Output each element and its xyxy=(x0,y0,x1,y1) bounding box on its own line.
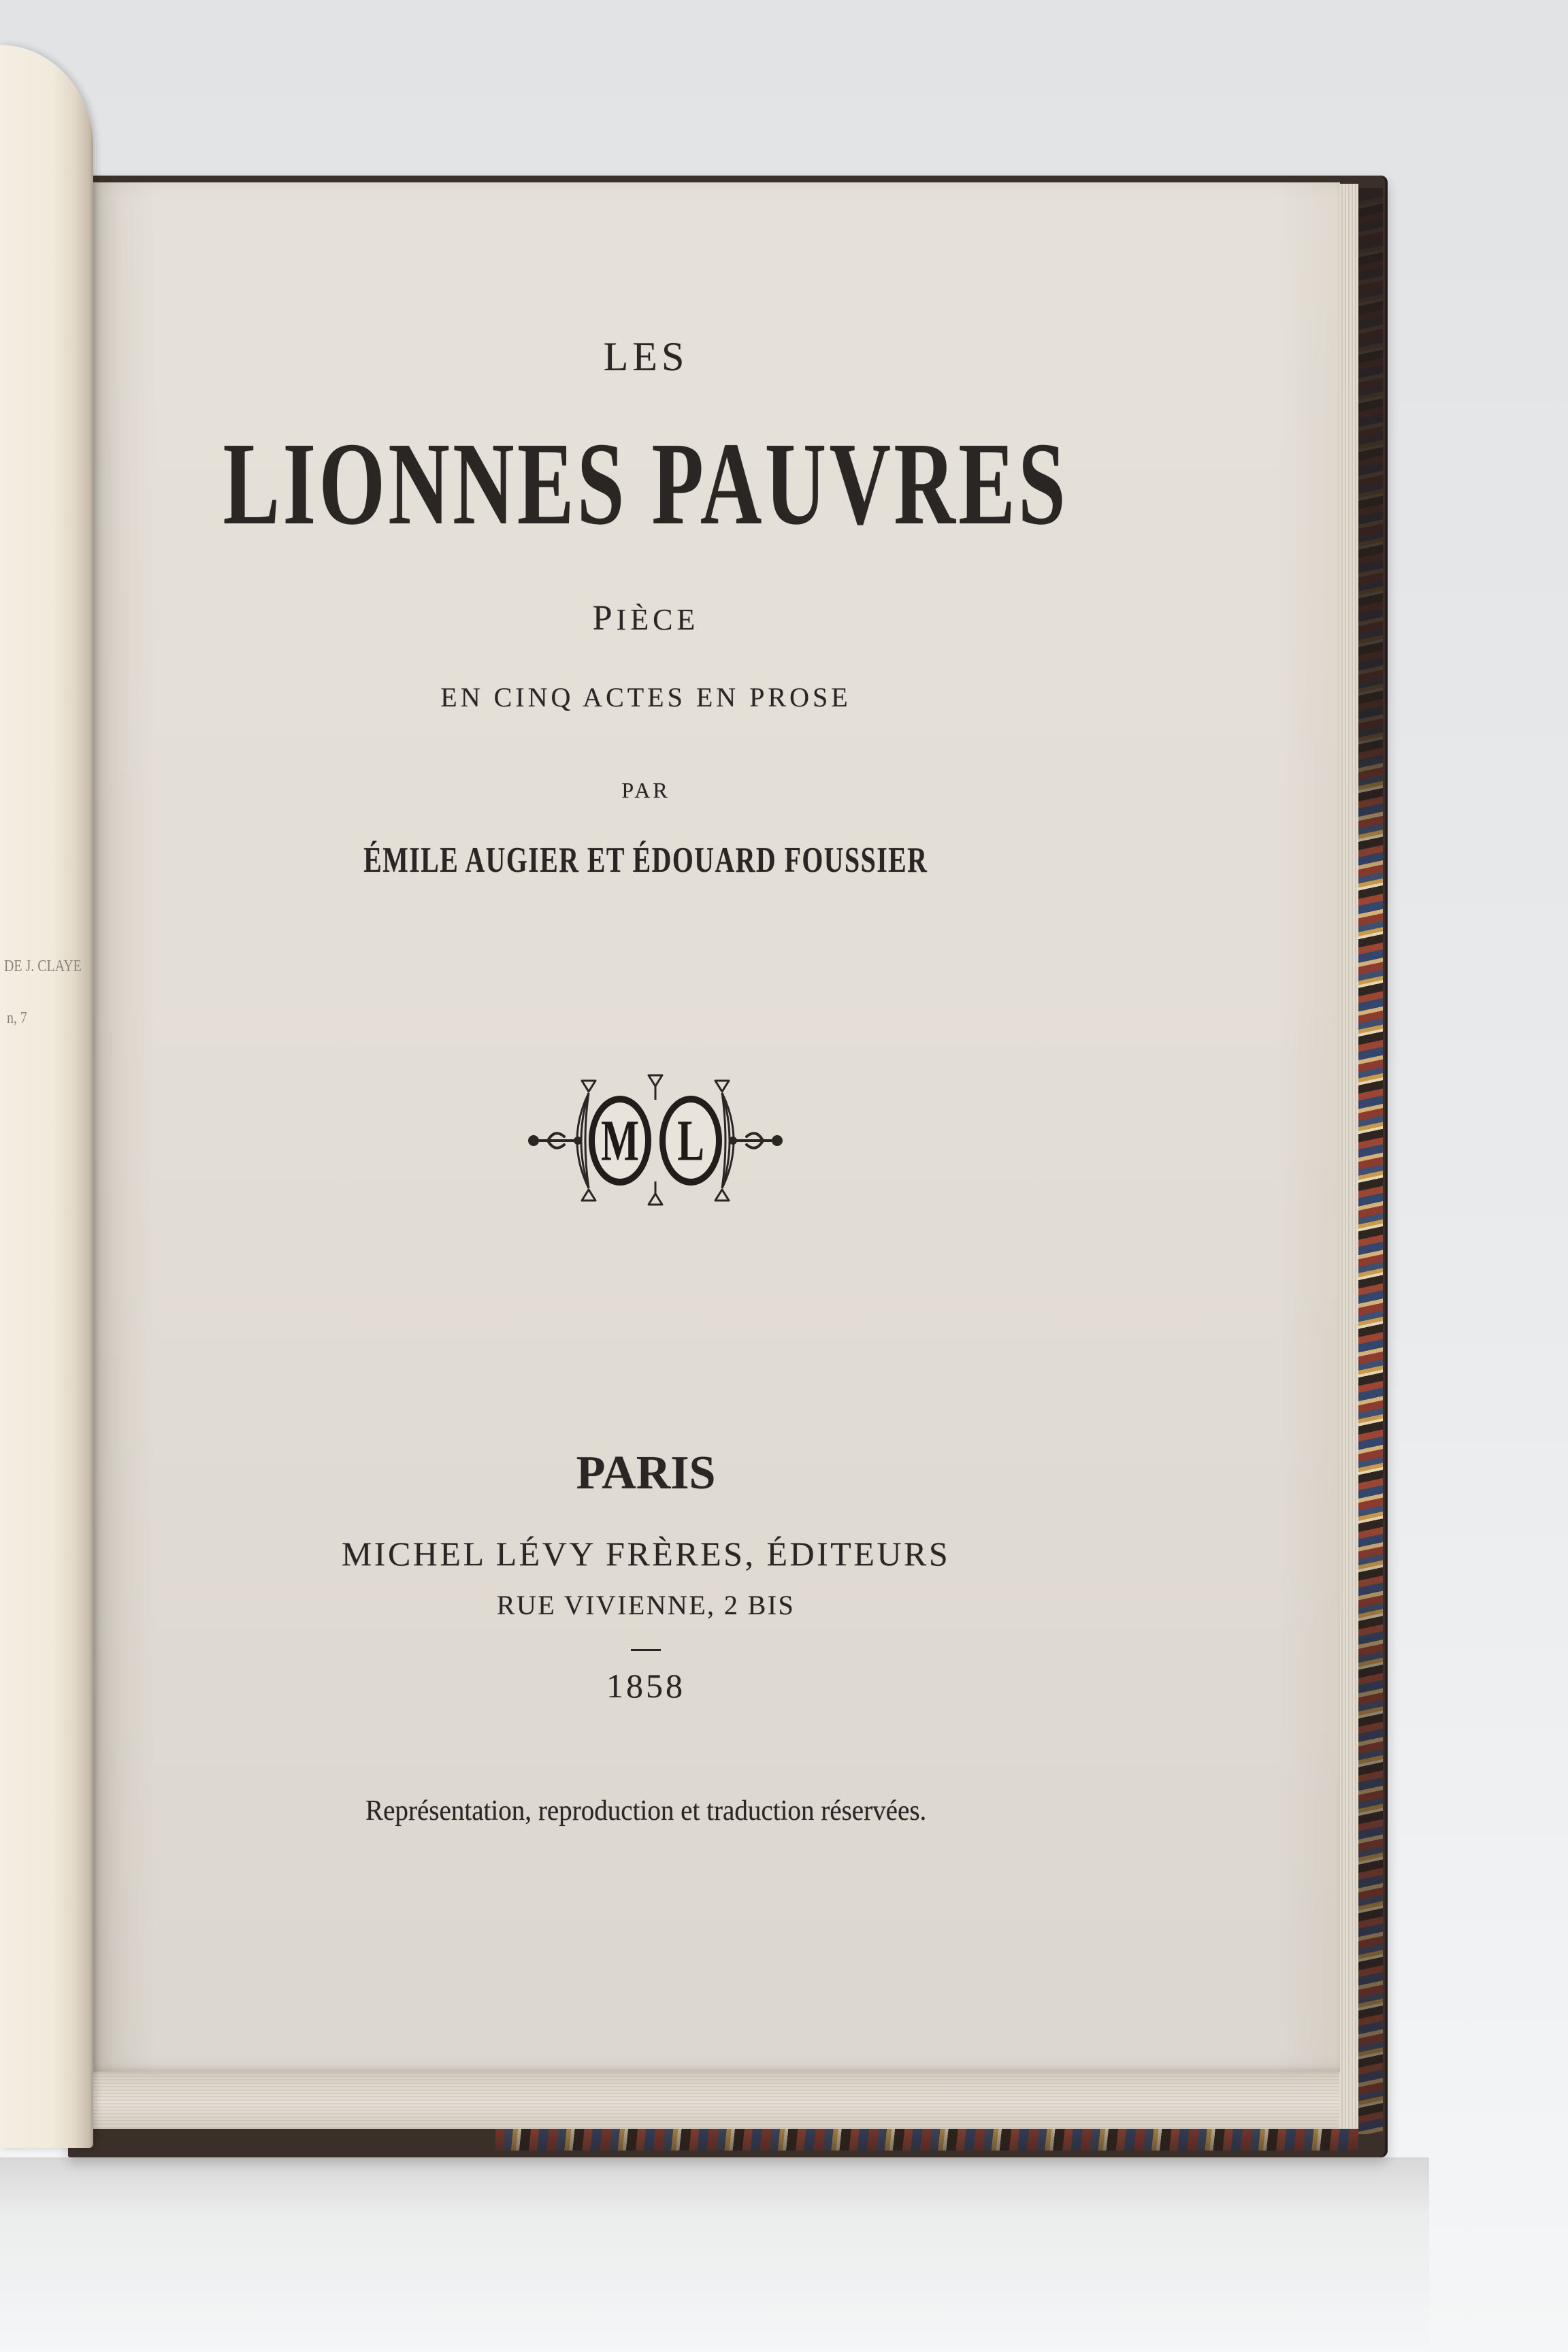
monogram-letter-right: L xyxy=(677,1107,704,1173)
left-flourish xyxy=(529,1133,581,1148)
printer-imprint-line-2: n, 7 xyxy=(7,1009,27,1027)
book-title xyxy=(25,418,1267,549)
left-oval xyxy=(589,1096,651,1186)
authors-text: ÉMILE AUGIER ET ÉDOUARD FOUSSIER xyxy=(363,840,928,880)
rule-dash xyxy=(631,1649,661,1651)
page-block-right-edge xyxy=(1338,184,1358,2130)
address-text: RUE VIVIENNE, 2 BIS xyxy=(496,1590,796,1620)
authors-line xyxy=(93,840,1198,880)
ornament-triangle-bottom-center xyxy=(649,1194,662,1205)
publisher-monogram-logo xyxy=(526,1073,785,1209)
ornament-triangle-top-left xyxy=(582,1081,595,1092)
publisher-text: MICHEL LÉVY FRÈRES, ÉDITEURS xyxy=(341,1535,951,1573)
ornament-triangle-bottom-left xyxy=(582,1190,595,1200)
book-title-text: LIONNES PAUVRES xyxy=(223,418,1069,549)
city-text: PARIS xyxy=(576,1447,716,1499)
table-reflection xyxy=(0,2157,1429,2352)
title-article-text: LES xyxy=(603,334,689,379)
address-line xyxy=(93,1592,1198,1619)
right-flourish xyxy=(730,1133,781,1148)
ornament-triangle-bottom-right xyxy=(715,1190,729,1200)
year-line xyxy=(93,1669,1198,1703)
marbled-edge-right xyxy=(1358,188,1383,2134)
title-page xyxy=(93,182,1340,2072)
publisher-line xyxy=(93,1537,1198,1571)
genre-line xyxy=(93,601,1198,636)
title-article xyxy=(93,336,1198,377)
rights-notice-text: Représentation, reproduction et traduction réservées. xyxy=(365,1795,927,1827)
facing-page xyxy=(0,45,93,2148)
marbled-edge-bottom xyxy=(495,2129,1358,2151)
year-text: 1858 xyxy=(606,1667,685,1705)
ornament-triangle-top-right xyxy=(715,1081,729,1092)
city-line xyxy=(93,1447,1198,1499)
by-text: PAR xyxy=(621,778,670,802)
genre-text: PIÈCE xyxy=(592,599,700,638)
monogram-letter-left: M xyxy=(600,1107,640,1173)
page-block-bottom-edge xyxy=(72,2069,1339,2129)
printer-imprint-line-1: DE J. CLAYE xyxy=(4,958,82,975)
rights-notice xyxy=(93,1797,1198,1825)
right-oval xyxy=(659,1096,722,1186)
form-line xyxy=(93,684,1198,711)
by-line xyxy=(93,779,1198,801)
ornament-triangle-top-center xyxy=(649,1075,662,1086)
form-text: EN CINQ ACTES EN PROSE xyxy=(440,682,851,713)
